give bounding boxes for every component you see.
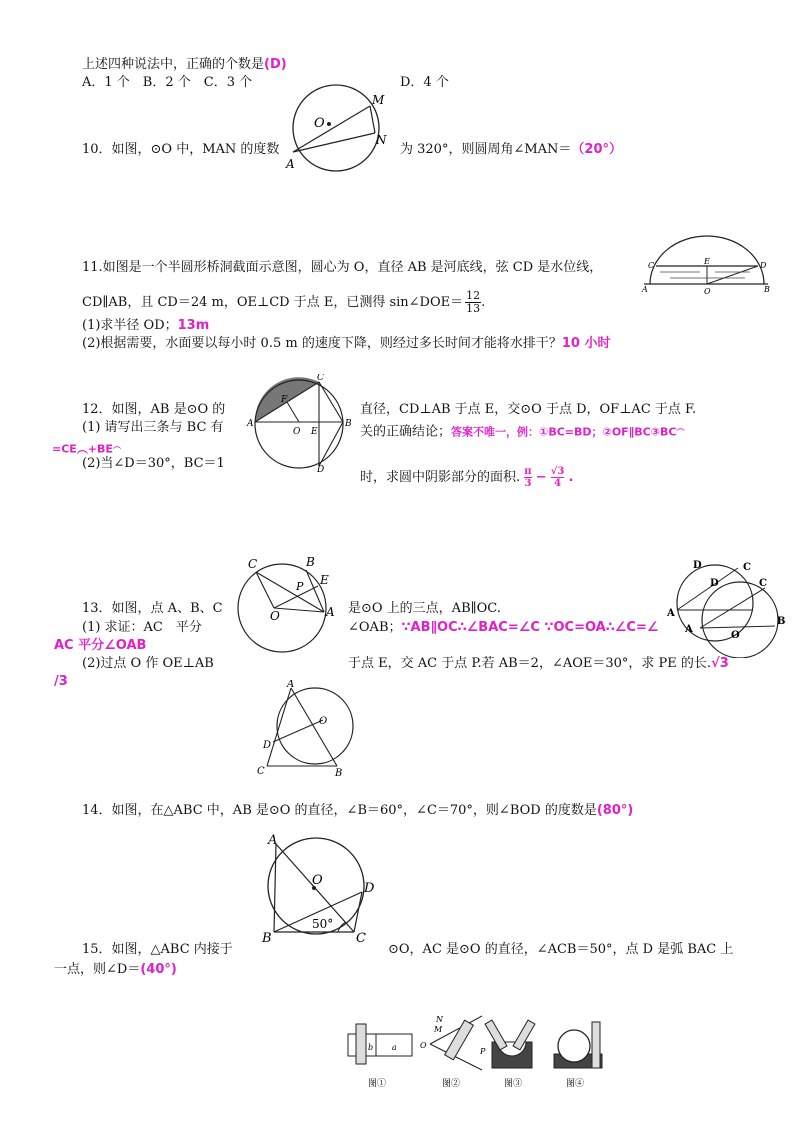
q13-circle-figure [232, 554, 342, 654]
bottom-caption-2: 图② [442, 1079, 461, 1089]
q14-label-c: C [257, 766, 265, 777]
q12-part2-right: 时，求圆中阴影部分的面积. $\frac{\pi}{3}$ − $\frac{√3}{4}$ . [360, 466, 574, 489]
bottom-figure-3 [485, 1020, 535, 1068]
q11-label-e: E [704, 257, 710, 266]
q13-side-label-b: B [777, 616, 786, 627]
q11-fraction: $\frac{12}{13}$ [466, 289, 481, 315]
q13-side-label-a2: A [685, 624, 693, 635]
q14-label-o: O [319, 716, 328, 727]
q12-line2-right: 关的正确结论；答案不唯一，例：①BC=BD；②OF∥BC③BC︵ [360, 423, 685, 440]
q14-circle-figure [255, 680, 365, 780]
q9-stem: 上述四种说法中，正确的个数是(D) [82, 57, 287, 72]
q12-answer-cont: =CE︵+BE︵ [52, 441, 121, 456]
q13-side-label-d2: D [710, 578, 719, 589]
q12-label-e: E [311, 427, 318, 437]
q13-part1-answer-line2: AC 平分∠OAB [54, 638, 147, 653]
q12-circle-figure [245, 374, 360, 474]
q13-label-c: C [248, 557, 258, 571]
q13-label-p: P [296, 580, 304, 593]
bottom-fig2-label-o: O [420, 1041, 427, 1050]
bottom-fig2-label-p: P [480, 1047, 486, 1056]
q11-line1: 11.如图是一个半圆形桥洞截面示意图，圆心为 O，直径 AB 是河底线，弦 CD 是水位线， [82, 260, 603, 275]
q11-part1: (1)求半径 OD；13m [82, 318, 210, 333]
q13-part1-right: ∠OAB；∵AB∥OC∴∠BAC=∠C ∵OC=OA∴∠C=∠ [348, 620, 659, 635]
bottom-fig1-label-a: a [392, 1043, 397, 1052]
bottom-fig2-label-m: M [434, 1025, 443, 1034]
q10-answer: （20°） [571, 142, 623, 157]
q12-label-f: F [281, 395, 288, 405]
q9-option-d: D．4 个 [400, 75, 449, 90]
q10-label-m: M [372, 93, 385, 107]
q14-label-a: A [287, 680, 295, 690]
q14-answer: (80°) [596, 803, 634, 818]
q11-part2-answer: 10 小时 [561, 336, 611, 351]
bottom-fig2-label-n: N [436, 1015, 443, 1024]
q13-side-label-d1: D [693, 560, 702, 571]
q12-line1-left: 12．如图，AB 是⊙O 的 [82, 402, 226, 417]
q12-label-a: A [247, 419, 254, 429]
q13-label-o: O [270, 609, 280, 623]
q12-line2-left: (1) 请写出三条与 BC 有 [82, 420, 224, 435]
q13-side-label-o: O [731, 630, 740, 641]
q9-options-abc: A．1 个 B．2 个 C．3 个 [82, 75, 253, 90]
q13-line1-right: 是⊙O 上的三点，AB∥OC. [348, 601, 501, 616]
q10-circle-figure [280, 80, 395, 175]
q11-part1-answer: 13m [177, 318, 210, 333]
q14-label-b: B [335, 768, 343, 779]
q15-stem-left: 15．如图，△ABC 内接于 [82, 942, 233, 957]
bottom-figure-1 [348, 1024, 412, 1064]
q15-stem-right: ⊙O，AC 是⊙O 的直径，∠ACB＝50°，点 D 是弧 BAC 上 [388, 942, 734, 957]
q13-label-a: A [326, 605, 335, 619]
q13-part1-left: (1) 求证：AC 平分 [82, 620, 202, 635]
q10-label-a: A [286, 157, 295, 171]
q12-part2-left: (2)当∠D＝30°，BC＝1 [82, 456, 225, 471]
q13-side-figure [665, 558, 790, 658]
q13-label-b: B [306, 555, 315, 569]
q13-side-label-a1: A [667, 608, 675, 619]
q10-label-o: O [314, 116, 325, 131]
q10-stem-left: 10．如图，⊙O 中，MAN 的度数 [82, 142, 280, 157]
q14-stem: 14．如图，在△ABC 中，AB 是⊙O 的直径，∠B＝60°，∠C＝70°，则∠BOD 的度数是(80°) [82, 803, 634, 818]
q11-label-b: B [764, 285, 770, 294]
q13-part2-answer: √3 [711, 656, 729, 671]
q11-bridge-figure [640, 228, 775, 296]
q15-label-o: O [312, 873, 323, 888]
q13-side-label-c1: C [743, 562, 751, 573]
q15-circle-figure [258, 834, 378, 942]
q13-side-label-c2: C [759, 578, 767, 589]
q12-label-b: B [345, 419, 352, 429]
q10-stem-right: 为 320°，则圆周角∠MAN＝（20°） [400, 142, 623, 157]
bottom-figure-4 [554, 1022, 602, 1068]
q12-label-d: D [317, 465, 325, 474]
q11-label-d: D [760, 261, 767, 270]
q13-label-e: E [320, 573, 329, 587]
q12-label-o: O [293, 427, 301, 437]
q12-label-c: C [317, 374, 324, 383]
bottom-figures [342, 1010, 612, 1092]
q13-part2-left: (2)过点 O 作 OE⊥AB [82, 656, 214, 671]
q12-part1-answer: 答案不唯一，例：①BC=BD；②OF∥BC③BC [451, 425, 677, 439]
q12-line1-right: 直径，CD⊥AB 于点 E，交⊙O 于点 D，OF⊥AC 于点 F. [360, 402, 697, 417]
q11-line2: CD∥AB，且 CD＝24 m，OE⊥CD 于点 E，已测得 sin∠DOE＝ $\frac{12}{13}$ . [82, 289, 486, 315]
q15-label-b: B [262, 931, 272, 942]
q15-answer: (40°) [140, 962, 177, 977]
q11-label-a: A [642, 285, 648, 294]
q15-label-d: D [364, 881, 375, 896]
q15-angle-label: 50° [312, 917, 334, 931]
bottom-caption-1: 图① [368, 1079, 387, 1089]
q13-line1-left: 13．如图，点 A、B、C [82, 601, 223, 616]
bottom-caption-3: 图③ [504, 1079, 523, 1089]
q10-label-n: N [376, 133, 387, 147]
q15-line2: 一点，则∠D＝(40°) [54, 962, 177, 977]
bottom-figure-2 [420, 1015, 486, 1070]
q15-label-c: C [356, 931, 366, 942]
q11-part2: (2)根据需要，水面要以每小时 0.5 m 的速度下降，则经过多长时间才能将水排干？10 小时 [82, 336, 611, 351]
q13-part2-right: 于点 E，交 AC 于点 P.若 AB＝2，∠AOE＝30°，求 PE 的长.√3 [348, 656, 729, 671]
q12-answer-sqrt-frac: $\frac{√3}{4}$ [550, 466, 565, 489]
q9-answer: (D) [264, 57, 287, 72]
q13-part1-answer: ∵AB∥OC∴∠BAC=∠C ∵OC=OA∴∠C=∠ [401, 620, 659, 635]
q13-part2-answer-line2: /3 [54, 674, 68, 689]
bottom-fig1-label-b: b [368, 1043, 374, 1052]
q15-label-a: A [268, 834, 278, 848]
q12-answer-pi-frac: $\frac{\pi}{3}$ [524, 466, 532, 489]
bottom-caption-4: 图④ [566, 1079, 585, 1089]
q11-label-c: C [648, 261, 655, 270]
q14-label-d: D [263, 740, 272, 751]
q11-label-o: O [704, 287, 711, 296]
